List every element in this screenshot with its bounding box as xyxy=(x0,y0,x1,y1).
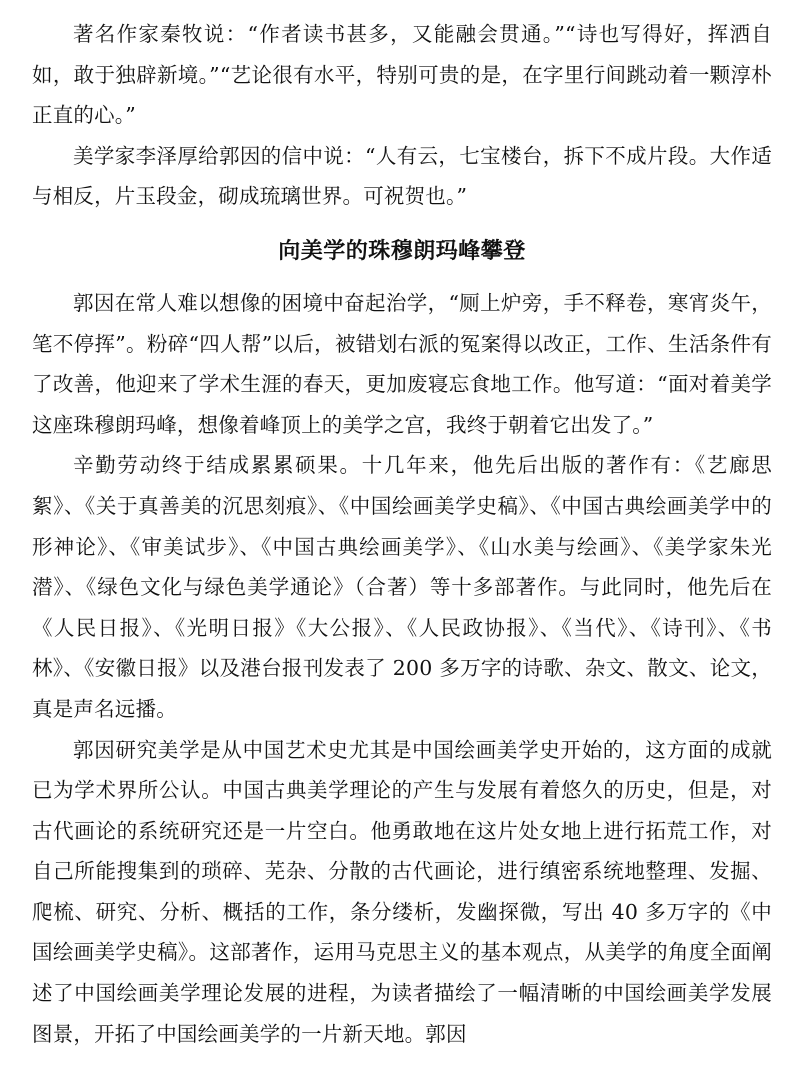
paragraph-publications: 辛勤劳动终于结成累累硕果。十几年来，他先后出版的著作有：《艺廊思絮》、《关于真善美的沉思刻痕》、《中国绘画美学史稿》、《中国古典绘画美学中的形神论》、《审美试步》、《中国古典绘画美学》、《山水美与绘画》、《美学家朱光潜》、《绿色文化与绿色美学通论》（合著）等十多部著作。与此同时，他先后在《人民日报》、《光明日报》《大公报》、《人民政协报》、《当代》、《诗刊》、《书林》、《安徽日报》以及港台报刊发表了 200 多万字的诗歌、杂文、散文、论文，真是声名远播。 xyxy=(32,453,772,721)
paragraph-qin-mu-quote: 著名作家秦牧说：“作者读书甚多，又能融会贯通。”“诗也写得好，挥洒自如，敢于独辟新境。”“艺论很有水平，特别可贵的是，在字里行间跳动着一颗淳朴正直的心。” xyxy=(32,22,772,128)
document-page xyxy=(32,14,772,1054)
section-heading: 向美学的珠穆朗玛峰攀登 xyxy=(278,238,526,264)
paragraph-painting-aesthetics: 郭因研究美学是从中国艺术史尤其是中国绘画美学史开始的，这方面的成就已为学术界所公认。中国古典美学理论的产生与发展有着悠久的历史，但是，对古代画论的系统研究还是一片空白。他勇敢地在这片处女地上进行拓荒工作，对自己所能搜集到的琐碎、芜杂、分散的古代画论，进行缜密系统地整理、发掘、爬梳、研究、分析、概括的工作，条分缕析，发幽探微，写出 40 多万字的《中国绘画美学史稿》。这部著作，运用马克思主义的基本观点，从美学的角度全面阐述了中国绘画美学理论发展的进程，为读者描绘了一幅清晰的中国绘画美学发展图景，开拓了中国绘画美学的一片新天地。郭因 xyxy=(32,737,772,1046)
paragraph-hardship-study: 郭因在常人难以想像的困境中奋起治学，“厕上炉旁，手不释卷，寒宵炎午，笔不停挥”。粉碎“四人帮”以后，被错划右派的冤案得以改正，工作、生活条件有了改善，他迎来了学术生涯的春天，更加废寝忘食地工作。他写道：“面对着美学这座珠穆朗玛峰，想像着峰顶上的美学之宫，我终于朝着它出发了。” xyxy=(32,290,772,437)
paragraph-li-zehou-letter: 美学家李泽厚给郭因的信中说：“人有云，七宝楼台，拆下不成片段。大作适与相反，片玉段金，砌成琉璃世界。可祝贺也。” xyxy=(32,143,772,209)
